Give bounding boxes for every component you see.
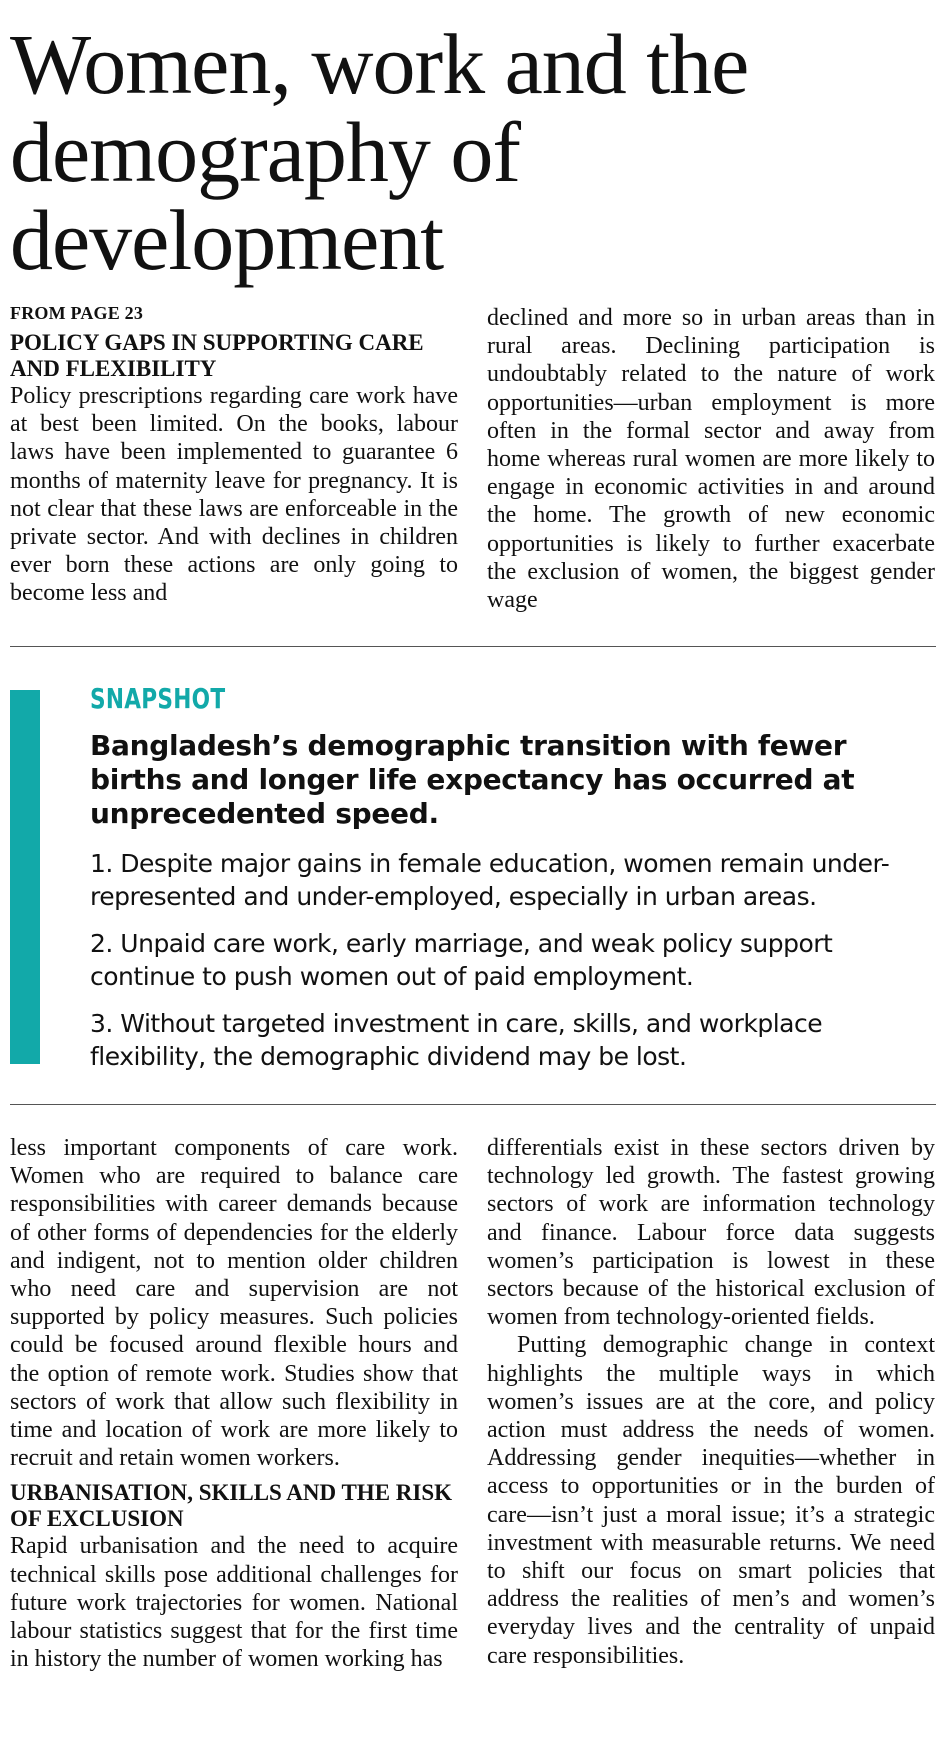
body-paragraph: Putting demographic change in context highlights the multiple ways in which women’s issues are at the core, and policy action must address the needs of women. Addressing gender inequities—whether in access to opportunities or in the burden of care—isn’t just a moral issue; it’s a strategic investment with measurable returns. We need to shift our focus on smart policies that address the realities of men’s and women’s everyday lives and the centrality of unpaid care responsibilities. — [487, 1332, 935, 1669]
headline: Women, work and the demography of development — [10, 16, 749, 288]
snapshot-point: 1. Despite major gains in female education, women remain under-represented and under-employed, especially in urban areas. — [90, 849, 890, 911]
body-paragraph: differentials exist in these sectors driven by technology led growth. The fastest growing sectors of work are information technology and finance. Labour force data suggests women’s participation is lowest in these sectors because of the historical exclusion of women from technology-oriented fields. — [487, 1135, 935, 1331]
snapshot-accent-bar — [10, 690, 40, 1064]
body-paragraph: Rapid urbanisation and the need to acquire technical skills pose additional challenges for future work trajectories for women. National labour statistics suggest that for the first time in history the number of women working has — [10, 1533, 458, 1673]
snapshot-box — [90, 682, 920, 1087]
body-paragraph: Policy prescriptions regarding care work have at best been limited. On the books, labour laws have been implemented to guarantee 6 months of maternity leave for pregnancy. It is not clear that these laws are enforceable in the private sector. And with declines in children ever born these actions are only going to become less and — [10, 383, 458, 607]
section-heading-policy-gaps: POLICY GAPS IN SUPPORTING CARE AND FLEXIBILITY — [10, 330, 424, 381]
snapshot-point: 3. Without targeted investment in care, skills, and workplace flexibility, the demographic dividend may be lost. — [90, 1009, 823, 1071]
section-heading-urbanisation: URBANISATION, SKILLS AND THE RISK OF EXCLUSION — [10, 1480, 453, 1532]
body-paragraph: declined and more so in urban areas than in rural areas. Declining participation is undoubtably related to the nature of work opportunities—urban employment is more often in the formal sector and away from home whereas rural women are more likely to engage in economic activities in and around the home. The growth of new economic opportunities is likely to further exacerbate the exclusion of women, the biggest gender wage — [487, 305, 935, 614]
snapshot-label: SNAPSHOT — [90, 682, 226, 715]
bottom-left-column — [10, 1134, 458, 1673]
snapshot-lede: Bangladesh’s demographic transition with fewer births and longer life expectancy has occurred at unprecedented speed. — [90, 729, 855, 830]
snapshot-point: 2. Unpaid care work, early marriage, and weak policy support continue to push women out of paid employment. — [90, 929, 833, 991]
divider-rule — [10, 1104, 936, 1105]
kicker: FROM PAGE 23 — [10, 303, 144, 323]
top-right-column — [487, 304, 935, 614]
bottom-right-column — [487, 1134, 935, 1670]
divider-rule — [10, 646, 936, 647]
body-paragraph: less important components of care work. Women who are required to balance care responsibilities with career demands because of other forms of dependencies for the elderly and indigent, not to mention older children who need care and supervision are not supported by policy measures. Such policies could be focused around flexible hours and the option of remote work. Studies show that sectors of work that allow such flexibility in time and location of work are more likely to recruit and retain women workers. — [10, 1135, 458, 1472]
top-left-column — [10, 302, 458, 608]
